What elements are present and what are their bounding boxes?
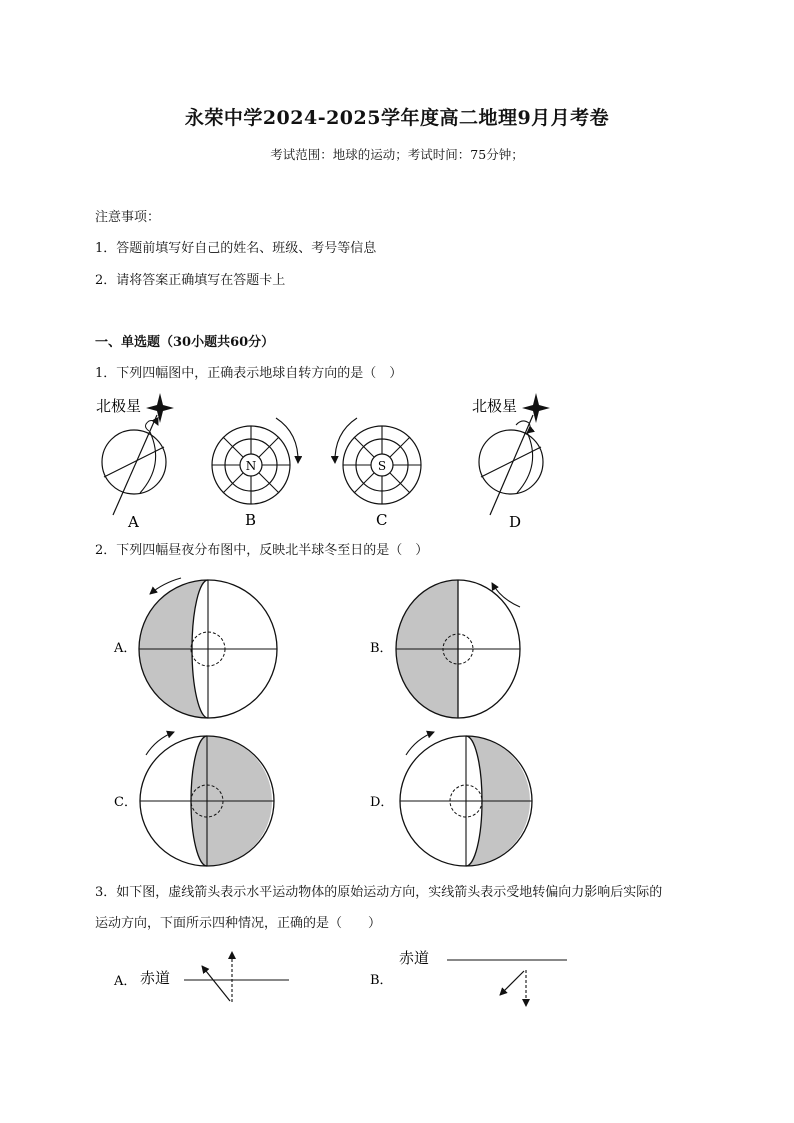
question-3-stem: 运动方向，下面所示四种情况，正确的是（ ）	[95, 916, 382, 931]
option-label: A．	[114, 641, 137, 656]
actual-direction-arrow	[202, 966, 230, 1001]
rotation-arrow	[276, 418, 298, 463]
star-icon	[522, 393, 550, 423]
south-pole-label: S	[377, 459, 387, 473]
north-pole-label: N	[245, 459, 257, 473]
page-title: 永荣中学2024-2025学年度高二地理9月月考卷	[184, 107, 610, 129]
exam-info: 考试范围：地球的运动；考试时间：75分钟；	[270, 147, 524, 162]
figure-2c	[114, 732, 274, 866]
figure-1d	[472, 393, 550, 531]
equator-label: 赤道	[399, 949, 430, 967]
figure-2a	[113, 578, 277, 718]
figure-1a	[96, 393, 174, 531]
figure-2d	[370, 732, 532, 866]
option-label: A	[128, 513, 139, 531]
figure-2b	[370, 580, 520, 718]
question-3-figure	[0, 940, 794, 1020]
actual-direction-arrow	[500, 971, 524, 995]
option-label: B．	[370, 641, 393, 656]
figure-1b	[212, 418, 298, 529]
question-1-stem: 1．下列四幅图中，正确表示地球自转方向的是（ ）	[95, 366, 403, 381]
question-2-stem: 2．下列四幅昼夜分布图中，反映北半球冬至日的是（ ）	[95, 543, 429, 558]
option-label: A．	[114, 974, 137, 989]
option-label: C．	[114, 795, 137, 810]
option-label: C	[376, 511, 388, 529]
option-label: D．	[370, 795, 394, 810]
option-label: B	[245, 511, 257, 529]
section-heading: 一、单选题（30小题共60分）	[95, 335, 275, 350]
note-item: 1．答题前填写好自己的姓名、班级、考号等信息	[95, 241, 377, 256]
rotation-arrow	[335, 418, 357, 463]
figure-3b	[370, 949, 567, 1006]
meridian	[140, 432, 156, 493]
option-label: B．	[370, 973, 393, 988]
question-1-figure	[0, 385, 794, 535]
question-2-figure	[0, 565, 794, 875]
figure-1c	[335, 418, 421, 529]
equator-label: 赤道	[140, 969, 171, 987]
question-3-stem: 3．如下图，虚线箭头表示水平运动物体的原始运动方向，实线箭头表示受地转偏向力影响后实际的	[95, 885, 663, 900]
rotation-arrow	[146, 732, 174, 755]
rotation-arrow	[406, 732, 434, 755]
figure-3a	[113, 952, 289, 1002]
polaris-label: 北极星	[472, 397, 518, 415]
polaris-label: 北极星	[96, 397, 142, 415]
option-label: D	[509, 513, 522, 531]
note-item: 2．请将答案正确填写在答题卡上	[95, 273, 286, 288]
notes-heading: 注意事项：	[95, 210, 161, 225]
star-icon	[146, 393, 174, 423]
